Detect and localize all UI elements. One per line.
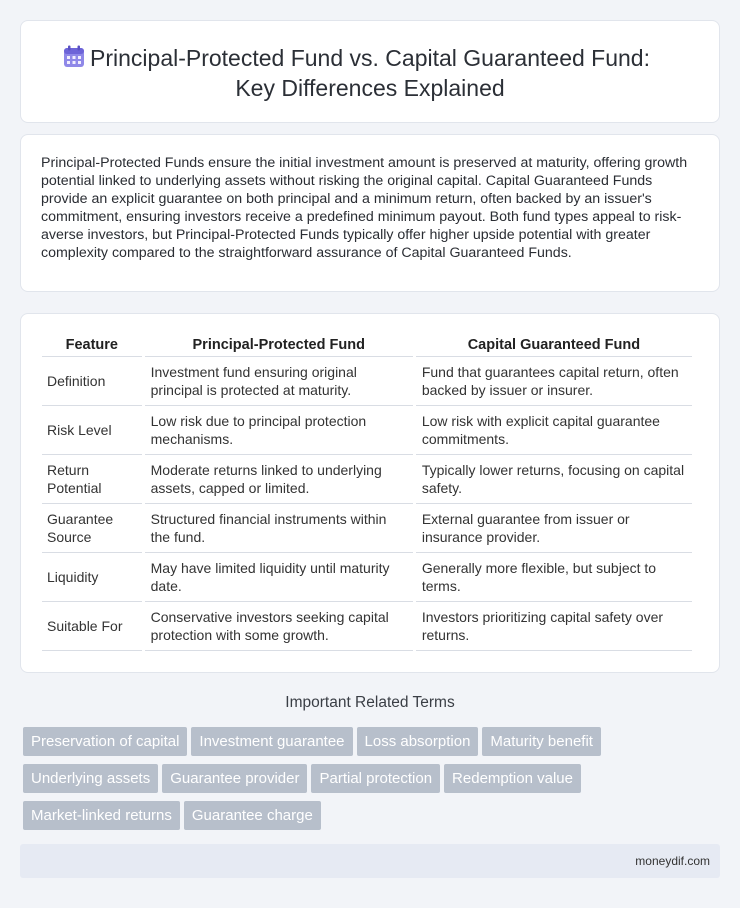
page-title-line1: Principal-Protected Fund vs. Capital Guaranteed Fund: [90,45,650,71]
row-feature: Definition [42,357,142,406]
footer-site-link[interactable]: moneydif.com [635,854,710,868]
related-term-tag[interactable]: Investment guarantee [191,727,352,756]
row-capital-guaranteed: Typically lower returns, focusing on capital safety. [416,455,692,504]
row-capital-guaranteed: Low risk with explicit capital guarantee commitments. [416,406,692,455]
row-feature: Return Potential [42,455,142,504]
related-term-tag[interactable]: Guarantee charge [184,801,321,830]
related-term-tag[interactable]: Market-linked returns [23,801,180,830]
page-title [90,43,650,103]
table-header-row [42,334,692,357]
row-feature: Suitable For [42,602,142,651]
footer-bar [20,844,720,878]
related-term-tag[interactable]: Underlying assets [23,764,158,793]
related-term-tag[interactable]: Guarantee provider [162,764,307,793]
row-capital-guaranteed: Fund that guarantees capital return, often backed by issuer or insurer. [416,357,692,406]
related-term-tag[interactable]: Maturity benefit [482,727,601,756]
table-row [42,553,692,602]
table-row [42,602,692,651]
comparison-table-card [20,313,720,673]
row-feature: Guarantee Source [42,504,142,553]
row-principal-protected: Low risk due to principal protection mechanisms. [145,406,413,455]
intro-paragraph: Principal-Protected Funds ensure the initial investment amount is preserved at maturity, offering growth potential linked to underlying assets without risking the original capital. Capital Guaranteed Funds provide an explicit guarantee on both principal and a minimum return, often backed by an issuer's commitment, ensuring investors receive a predefined minimum payout. Both fund types appeal to risk-averse investors, but Principal-Protected Funds typically offer higher upside potential with greater complexity compared to the straightforward assurance of Capital Guaranteed Funds. [41,155,688,261]
row-principal-protected: May have limited liquidity until maturity date. [145,553,413,602]
row-feature: Liquidity [42,553,142,602]
intro-card [20,134,720,292]
page-title-line2: Key Differences Explained [235,75,505,101]
header-feature: Feature [42,334,142,357]
related-terms-list [23,727,723,838]
header-capital-guaranteed: Capital Guaranteed Fund [416,334,692,357]
related-terms-heading: Important Related Terms [285,694,455,711]
table-row [42,504,692,553]
row-principal-protected: Conservative investors seeking capital protection with some growth. [145,602,413,651]
row-feature: Risk Level [42,406,142,455]
related-term-tag[interactable]: Redemption value [444,764,581,793]
related-term-tag[interactable]: Preservation of capital [23,727,187,756]
row-capital-guaranteed: External guarantee from issuer or insurance provider. [416,504,692,553]
comparison-table [39,334,695,651]
header-principal-protected: Principal-Protected Fund [145,334,413,357]
row-principal-protected: Structured financial instruments within the fund. [145,504,413,553]
table-row [42,455,692,504]
row-capital-guaranteed: Investors prioritizing capital safety over returns. [416,602,692,651]
row-principal-protected: Investment fund ensuring original principal is protected at maturity. [145,357,413,406]
table-row [42,357,692,406]
row-principal-protected: Moderate returns linked to underlying assets, capped or limited. [145,455,413,504]
table-row [42,406,692,455]
related-term-tag[interactable]: Partial protection [311,764,440,793]
related-term-tag[interactable]: Loss absorption [357,727,479,756]
header-card [20,20,720,123]
row-capital-guaranteed: Generally more flexible, but subject to terms. [416,553,692,602]
